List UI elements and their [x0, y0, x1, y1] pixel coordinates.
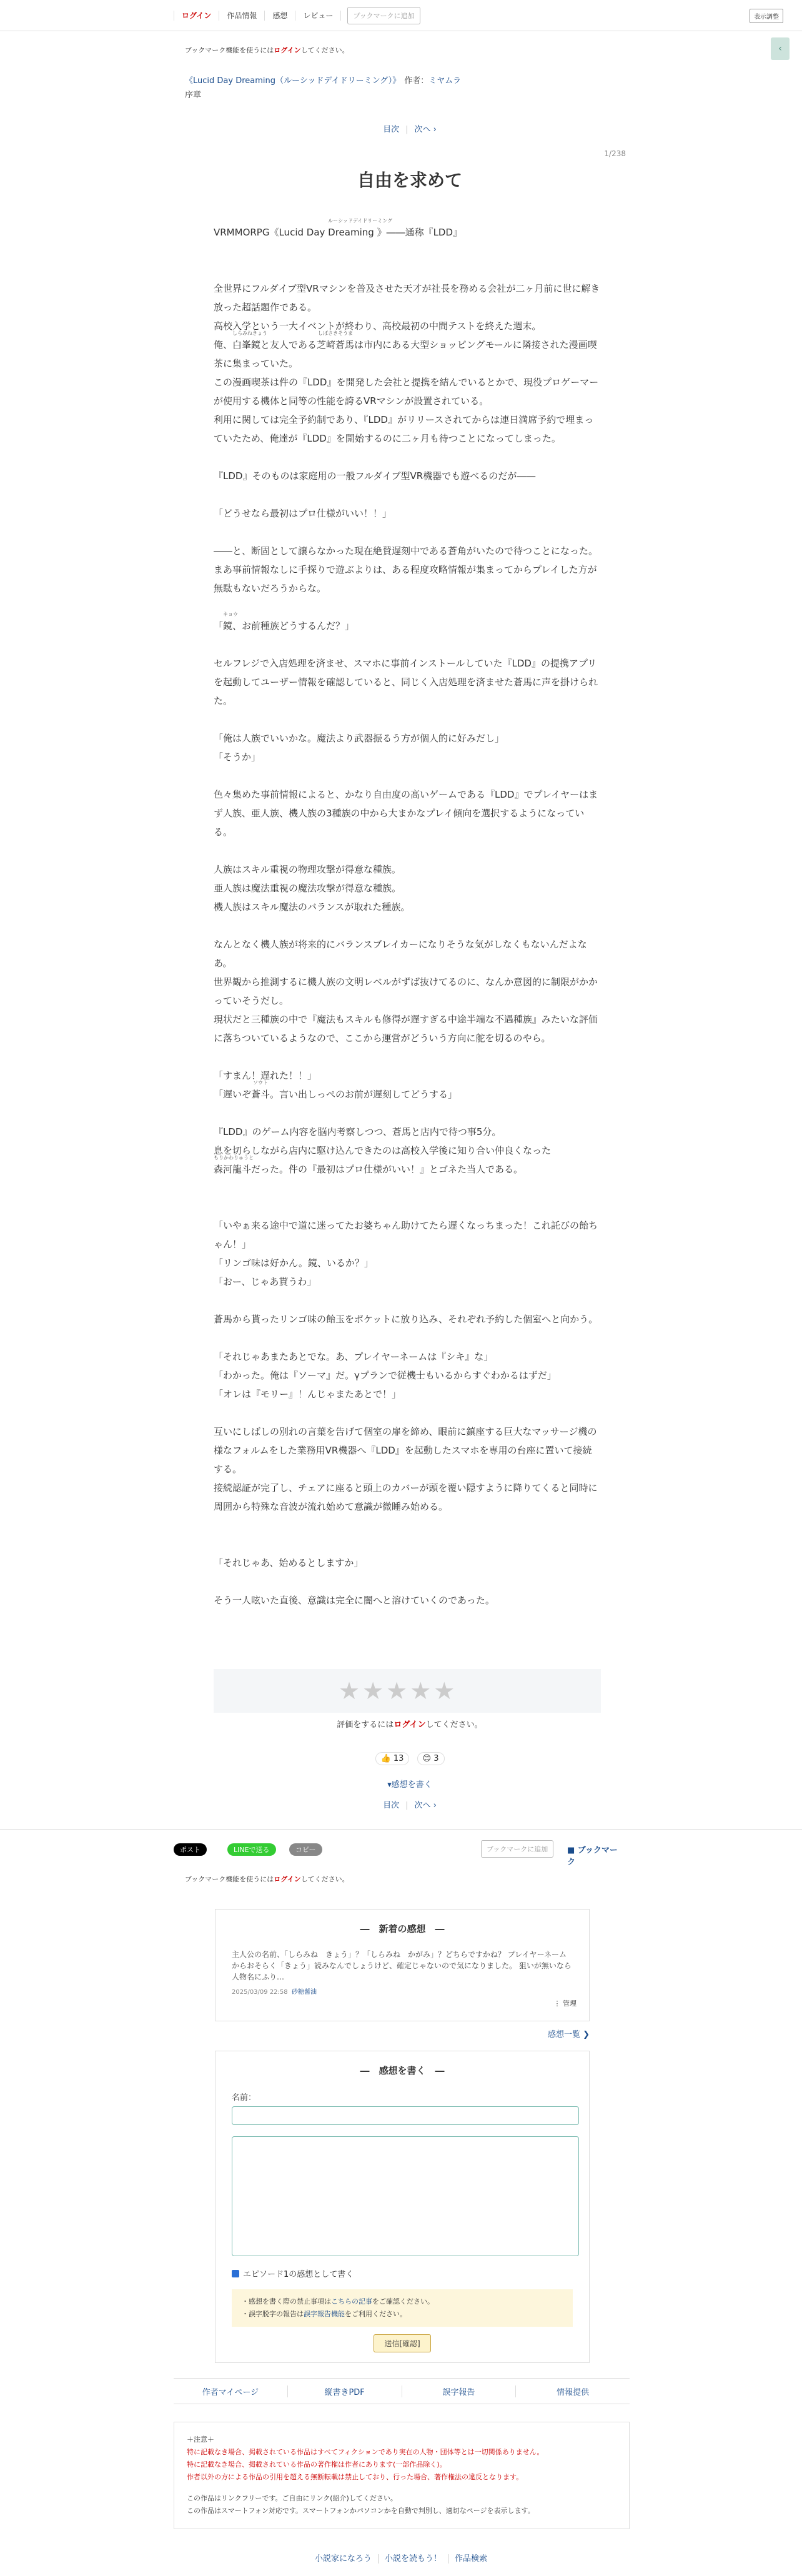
latest-impression-box	[215, 1909, 590, 2021]
impression-manage-link[interactable]: ⋮ 管理	[553, 1999, 577, 2008]
novel-paragraph: 人族はスキル重視の物理攻撃が得意な種族。	[214, 864, 401, 875]
series-info	[185, 74, 635, 86]
ruby-text: もりかわりゅうと 森河龍斗	[214, 1155, 254, 1175]
smile-reaction[interactable]: 😊 3	[417, 1752, 445, 1765]
ruby-text: しばさきそうま 芝崎蒼馬	[317, 330, 355, 350]
impression-form-title: ― 感想を書く ―	[360, 2065, 445, 2076]
novel-paragraph: 全世界にフルダイブ型VRマシンを普及させた天才が社長を務める会社が二ヶ月前に世に解き放った超話題作である。	[214, 283, 600, 313]
rating-login-link[interactable]: ログイン	[394, 1720, 426, 1730]
novel-paragraph: 接続認証が完了し、チェアに座ると頭上のカバーが頭を覆い隠すように降りてくると同時に周囲から特殊な音波が流れ始めて意識が微睡み始める。	[214, 1482, 598, 1512]
toc-link-bottom[interactable]: 目次	[383, 1801, 400, 1810]
latest-impression-meta: 2025/03/09 22:58 砂糖醤油	[232, 1989, 317, 1996]
thumbs-up-icon: 👍	[380, 1754, 391, 1763]
bookmark-login-notice: ブックマーク機能を使うにはログインしてください。	[185, 46, 349, 54]
info-provide-link[interactable]: 情報提供	[557, 2387, 590, 2397]
chapter-status: 序章	[185, 91, 202, 100]
vertical-pdf-link[interactable]: 縦書きPDF	[288, 2385, 402, 2397]
novel-paragraph: 互いにしばしの別れの言葉を告げて個室の扉を締め、眼前に鎮座する巨大なマッサージ機の様なフォルムをした業務用VR機器へ『LDD』を起動したスマホを専用の台座に置いて接続する。	[214, 1426, 597, 1475]
novel-paragraph: 「リンゴ味は好かん。鏡、いるか？」	[214, 1257, 374, 1269]
novel-paragraph: 「俺は人族でいいかな。魔法より武器振るう方が個人的に好みだし」	[214, 733, 505, 744]
ruby-text: ソウト 蒼斗	[251, 1080, 270, 1100]
novel-paragraph: VRMMORPG《Lucid Day ルーシッドデイドリーミング Dreaming 》――通称『LDD』	[214, 218, 463, 238]
display-settings-button[interactable]: 表示調整	[750, 9, 783, 23]
add-bookmark-button-bottom[interactable]: ブックマークに追加	[481, 1840, 553, 1858]
typo-report-link[interactable]: 誤字報告機能	[304, 2310, 345, 2318]
latest-impression-title: ― 新着の感想 ―	[360, 1923, 445, 1934]
novel-paragraph: 俺、 しらみねきょう 白峯鏡と友人である しばさきそうま 芝崎蒼馬は市内にある大型ショッピングモールに隣接された漫画喫茶に集まっていた。	[214, 330, 597, 369]
name-input[interactable]	[232, 2106, 579, 2125]
yomou-link[interactable]: 小説を読もう！	[379, 2554, 448, 2564]
novel-paragraph: 『LDD』のゲーム内容を脳内考察しつつ、蒼馬と店内で待つ事5分。	[214, 1126, 502, 1137]
novel-paragraph: 「おー、じゃあ貰うわ」	[214, 1276, 317, 1287]
smile-icon: 😊	[422, 1754, 432, 1763]
novel-body	[214, 218, 601, 1610]
typo-report-footer-link[interactable]: 誤字報告	[402, 2385, 517, 2397]
ruby-text: キョウ 鏡	[223, 612, 239, 632]
episode-title: 自由を求めて	[357, 170, 462, 191]
ruby-text: ルーシッドデイドリーミング Dreaming	[328, 218, 393, 238]
notice-login-link-bottom[interactable]: ログイン	[274, 1875, 301, 1883]
reactions-bar	[185, 1752, 635, 1765]
impression-list-link[interactable]: 感想一覧 ❯	[547, 2030, 590, 2039]
thumbs-up-reaction[interactable]: 👍 13	[375, 1752, 410, 1765]
rating-box	[214, 1669, 601, 1713]
novel-paragraph: ――と、断固として譲らなかった現在絶賛遅刻中である蒼角がいたので待つことになった。	[214, 545, 598, 557]
top-nav-bar	[0, 0, 802, 31]
pager-top: 目次 | 次へ ›	[185, 122, 635, 134]
pager-bottom: 目次 | 次へ ›	[185, 1798, 635, 1810]
novel-paragraph: 世界観から推測するに機人族の文明レベルがずば抜けてるのに、なんか意図的に制限がかかっていそうだし。	[214, 976, 598, 1006]
submit-button[interactable]: 送信[確認]	[374, 2334, 430, 2352]
next-link[interactable]: 次へ ›	[414, 125, 437, 134]
novel-paragraph: 「どうせなら最初はプロ仕様がいい！！」	[214, 508, 392, 519]
narou-link[interactable]: 小説家になろう	[309, 2554, 379, 2564]
add-bookmark-button[interactable]: ブックマークに追加	[347, 7, 420, 24]
footer-links	[174, 2378, 630, 2404]
impression-textarea[interactable]	[232, 2136, 579, 2256]
novel-paragraph: この漫画喫茶は件の『LDD』を開発した会社と提携を結んでいるとかで、現役プロゲーマーが使用する機体と同等の性能を誇るVRマシンが設置されている。	[214, 377, 599, 407]
copy-link-button[interactable]: コピー	[289, 1843, 322, 1856]
line-share-button[interactable]: LINEで送る	[227, 1843, 276, 1856]
work-info-link[interactable]: 作品情報	[219, 11, 265, 21]
author-link[interactable]: ミヤムラ	[428, 76, 462, 86]
novel-paragraph: 色々集めた事前情報によると、かなり自由度の高いゲームである『LDD』でプレイヤーはまず人族、亜人族、機人族の3種族の中から大まかなプレイ傾向を選択するようになっている。	[214, 789, 598, 838]
name-label: 名前：	[232, 2093, 257, 2103]
novel-paragraph: 「すまん！遅れた！！」	[214, 1070, 317, 1081]
author-mypage-link[interactable]: 作者マイページ	[174, 2385, 288, 2397]
rules-article-link[interactable]: こちらの記事	[331, 2297, 372, 2306]
author-label: 作者：	[404, 76, 429, 86]
novel-paragraph: 「それじゃあ、始めるとしますか」	[214, 1557, 364, 1568]
notice-login-link[interactable]: ログイン	[274, 46, 301, 54]
latest-impression-text: 主人公の名前、「しらみね きょう」？「しらみね かがみ」？どちらですかね？ プレイヤーネームからおそらく「きょう」読みなんでしょうけど、確定じゃないので気になりました。 狙いが無いなら人物名にふり…	[232, 1950, 572, 1981]
novel-paragraph: 「オレは『モリー』！んじゃまたあとで！」	[214, 1389, 402, 1400]
episode-checkbox-row[interactable]: エピソード1の感想として書く	[232, 2267, 573, 2279]
novel-paragraph: もりかわりゅうと 森河龍斗だった。件の『最初はプロ仕様がいい！』とゴネた当人である。	[214, 1155, 523, 1175]
novel-paragraph: 「わかった。俺は『ソーマ』だ。γプランで従機士もいるからすぐわかるはずだ」	[214, 1370, 557, 1381]
novel-paragraph: そう一人呟いた直後、意識は完全に闇へと溶けていくのであった。	[214, 1595, 495, 1606]
novel-paragraph: 亜人族は魔法重視の魔法攻撃が得意な種族。	[214, 883, 402, 894]
novel-paragraph: 「 キョウ 鏡、お前種族どうするんだ？」	[214, 612, 355, 632]
impression-user-link[interactable]: 砂糖醤油	[292, 1989, 317, 1996]
novel-paragraph: まあ事前情報なしに手探りで遊ぶよりは、ある程度攻略情報が集まってからプレイした方が無駄もないだろうからな。	[214, 564, 597, 594]
toc-link[interactable]: 目次	[383, 125, 400, 134]
caution-title: ＋注意＋	[187, 2435, 214, 2444]
novel-paragraph: 蒼馬から貰ったリンゴ味の飴玉をポケットに放り込み、それぞれ予約した個室へと向かう。	[214, 1314, 598, 1325]
caution-box: ＋注意＋ 特に記載なき場合、掲載されている作品はすべてフィクションであり実在の人物・団体等とは一切関係ありません。 特に記載なき場合、掲載されている作品の著作権は作者にあります(一部作品除く)。 作者以外の方による作品の引用を超える無断転載は禁止しており、行った場合、著作権法の違反となります。 この作品はリンクフリーです。ご自由にリンク(紹介)してください。 この作品はスマートフォン対応です。スマートフォンかパソコンかを自動で判別し、適切なページを表示します。	[174, 2422, 630, 2529]
x-post-button[interactable]: ポスト	[174, 1843, 207, 1856]
novel-paragraph: 息を切らしながら店内に駆け込んできたのは高校入学後に知り合い仲良くなった	[214, 1145, 552, 1156]
novel-paragraph: 『LDD』そのものは家庭用の一般フルダイブ型VR機器でも遊べるのだが――	[214, 470, 536, 482]
novel-paragraph: 「遅いぞ ソウト 蒼斗。言い出しっぺのお前が遅刻してどうする」	[214, 1080, 458, 1100]
main-content	[185, 45, 635, 1810]
side-panel-toggle[interactable]: ‹	[771, 37, 790, 60]
bookmark-login-notice-bottom: ブックマーク機能を使うにはログインしてください。	[185, 1875, 349, 1883]
novel-paragraph: セルフレジで入店処理を済ませ、スマホに事前インストールしていた『LDD』の提携アプリを起動してユーザー情報を確認していると、同じく入店処理を済ませた蒼馬に声を掛けられた。	[214, 658, 598, 706]
next-link-bottom[interactable]: 次へ ›	[414, 1801, 437, 1810]
page-number: 1/238	[604, 149, 626, 158]
star-rating-icon[interactable]: ★★★★★	[339, 1677, 458, 1705]
impression-rules-notice: ・感想を書く際の禁止事項はこちらの記事をご確認ください。 ・誤字脱字の報告は誤字報告機能をご利用ください。	[232, 2289, 573, 2327]
impressions-link[interactable]: 感想	[265, 11, 295, 21]
novel-paragraph: 「いやぁ来る途中で道に迷ってたお婆ちゃん助けてたら遅くなっちまった！これ託びの飴ちゃん！」	[214, 1220, 598, 1250]
novel-paragraph: 「そうか」	[214, 751, 261, 763]
share-bar	[0, 1829, 802, 1866]
bottom-nav	[0, 2552, 802, 2576]
search-link[interactable]: 作品検索	[455, 2554, 488, 2564]
rating-login-note: 評価をするにはログインしてください。	[337, 1720, 483, 1730]
novel-paragraph: 機人族はスキル魔法のバランスが取れた種族。	[214, 901, 410, 913]
checkbox-icon[interactable]	[232, 2270, 239, 2277]
series-title-link[interactable]: 《Lucid Day Dreaming（ルーシッドデイドリーミング）》	[185, 76, 401, 86]
bookmark-link[interactable]: ■ ブックマーク	[567, 1846, 618, 1867]
ruby-text: しらみねきょう 白峯鏡	[232, 330, 268, 350]
review-link[interactable]: レビュー	[295, 11, 341, 21]
novel-paragraph: 「それじゃあまたあとでな。あ、プレイヤーネームは『シキ』な」	[214, 1351, 493, 1362]
impression-form	[215, 2051, 590, 2363]
write-impression-link[interactable]: ▾感想を書く	[387, 1780, 432, 1790]
novel-paragraph: なんとなく機人族が将来的にバランスブレイカーになりそうな気がしなくもないんだよなあ。	[214, 939, 587, 969]
login-link[interactable]: ログイン	[174, 11, 219, 21]
novel-paragraph: 利用に関しては完全予約制であり、『LDD』がリリースされてからは連日満席予約で埋まっていたため、俺達が『LDD』を開始するのに二ヶ月も待つことになってしまった。	[214, 414, 594, 444]
novel-paragraph: 高校入学という一大イベントが終わり、高校最初の中間テストを終えた週末。	[214, 320, 542, 332]
novel-paragraph: 現状だと三種族の中で『魔法もスキルも修得が遅すぎる中途半端な不遇種族』みたいな評価に落ちついているようなので、ここから運営がどういう方向に舵を切るのやら。	[214, 1014, 598, 1044]
